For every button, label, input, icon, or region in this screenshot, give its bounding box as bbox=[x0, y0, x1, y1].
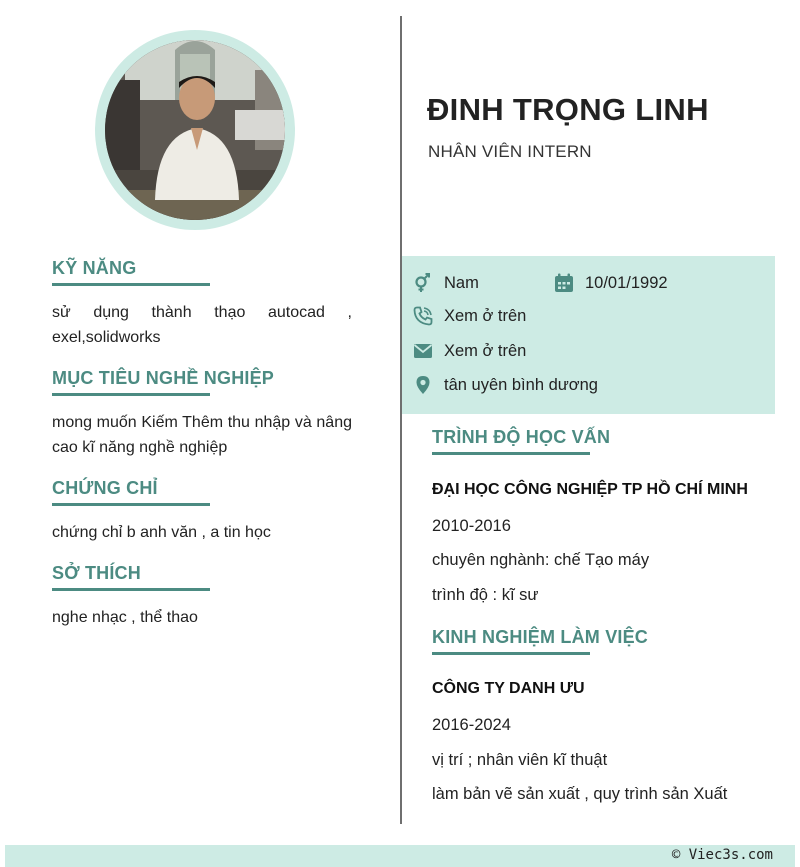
phone-icon bbox=[412, 305, 434, 327]
contact-address-value: tân uyên bình dương bbox=[444, 375, 598, 394]
section-text: sử dụng thành thạo autocad , exel,solidworks bbox=[52, 304, 352, 346]
contact-gender bbox=[412, 272, 479, 294]
section-title: KỸ NĂNG bbox=[52, 258, 137, 278]
education-major: chuyên nghành: chế Tạo máy bbox=[432, 551, 650, 569]
contact-birthday bbox=[553, 272, 668, 294]
certificates-section bbox=[52, 478, 352, 545]
section-underline bbox=[52, 283, 210, 286]
section-title: SỞ THÍCH bbox=[52, 563, 141, 583]
section-underline bbox=[52, 588, 210, 591]
avatar bbox=[105, 40, 285, 220]
section-text: chứng chỉ b anh văn , a tin học bbox=[52, 524, 271, 541]
left-column bbox=[52, 258, 352, 648]
section-title: MỤC TIÊU NGHỀ NGHIỆP bbox=[52, 368, 275, 388]
contact-email-value: Xem ở trên bbox=[444, 341, 527, 360]
candidate-role: NHÂN VIÊN INTERN bbox=[428, 142, 592, 161]
skills-section bbox=[52, 258, 352, 350]
career-goal-section bbox=[52, 368, 352, 460]
education-section bbox=[432, 427, 772, 455]
experience-company: CÔNG TY DANH ƯU bbox=[432, 680, 585, 697]
contact-email bbox=[412, 340, 526, 362]
contact-panel bbox=[402, 256, 775, 414]
location-icon bbox=[412, 374, 434, 396]
contact-birthday-value: 10/01/1992 bbox=[585, 273, 668, 292]
avatar-frame bbox=[95, 30, 295, 230]
section-underline bbox=[52, 393, 210, 396]
experience-section bbox=[432, 627, 772, 655]
contact-gender-value: Nam bbox=[444, 273, 479, 292]
calendar-icon bbox=[553, 272, 575, 294]
education-school: ĐẠI HỌC CÔNG NGHIỆP TP HỒ CHÍ MINH bbox=[432, 481, 748, 498]
section-text: mong muốn Kiếm Thêm thu nhập và nâng cao kĩ năng nghề nghiệp bbox=[52, 414, 352, 456]
gender-icon bbox=[412, 272, 434, 294]
section-underline bbox=[432, 652, 590, 655]
section-underline bbox=[52, 503, 210, 506]
experience-duty: làm bản vẽ sản xuất , quy trình sản Xuất bbox=[432, 785, 728, 803]
education-period: 2010-2016 bbox=[432, 517, 511, 535]
contact-phone-value: Xem ở trên bbox=[444, 306, 527, 325]
footer-bar bbox=[5, 845, 795, 867]
column-divider bbox=[400, 16, 402, 824]
experience-period: 2016-2024 bbox=[432, 716, 511, 734]
footer-copyright[interactable]: © Viec3s.com bbox=[671, 847, 773, 863]
contact-phone bbox=[412, 305, 526, 327]
section-title: TRÌNH ĐỘ HỌC VẤN bbox=[432, 427, 611, 447]
section-text: nghe nhạc , thể thao bbox=[52, 609, 198, 626]
candidate-name: ĐINH TRỌNG LINH bbox=[427, 92, 709, 127]
section-title: CHỨNG CHỈ bbox=[52, 478, 158, 498]
experience-position: vị trí ; nhân viên kĩ thuật bbox=[432, 751, 608, 769]
email-icon bbox=[412, 340, 434, 362]
section-title: KINH NGHIỆM LÀM VIỆC bbox=[432, 627, 649, 647]
section-underline bbox=[432, 452, 590, 455]
contact-address bbox=[412, 374, 598, 396]
education-level: trình độ : kĩ sư bbox=[432, 586, 539, 604]
hobbies-section bbox=[52, 563, 352, 630]
